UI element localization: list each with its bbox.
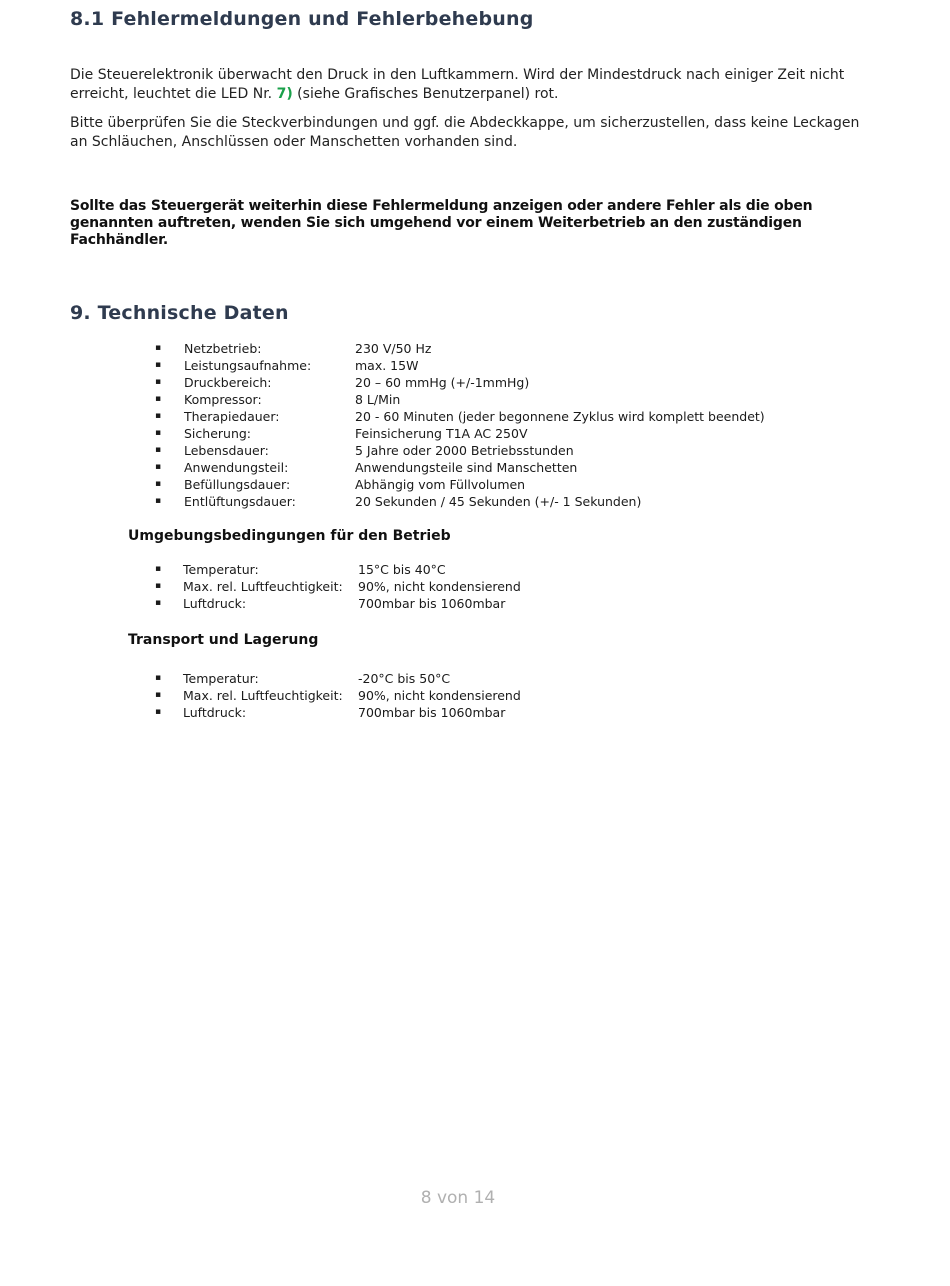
spec-row bbox=[0, 493, 950, 510]
bullet-square-icon: ▪ bbox=[155, 690, 162, 700]
bullet-square-icon: ▪ bbox=[155, 581, 162, 591]
bullet-square-icon: ▪ bbox=[155, 496, 162, 506]
bullet-square-icon: ▪ bbox=[155, 598, 162, 608]
spec-label: Lebensdauer: bbox=[184, 443, 269, 458]
spec-label: Temperatur: bbox=[183, 562, 259, 577]
spec-row bbox=[0, 391, 950, 408]
spec-value: 700mbar bis 1060mbar bbox=[358, 705, 506, 720]
bullet-square-icon: ▪ bbox=[155, 394, 162, 404]
page-number: 8 von 14 bbox=[420, 1188, 496, 1208]
spec-value: max. 15W bbox=[355, 358, 419, 373]
bullet-square-icon: ▪ bbox=[155, 445, 162, 455]
bullet-square-icon: ▪ bbox=[155, 343, 162, 353]
bullet-square-icon: ▪ bbox=[155, 411, 162, 421]
bullet-square-icon: ▪ bbox=[155, 479, 162, 489]
spec-row bbox=[0, 595, 950, 612]
spec-label: Leistungsaufnahme: bbox=[184, 358, 312, 373]
bullet-square-icon: ▪ bbox=[155, 428, 162, 438]
spec-row bbox=[0, 374, 950, 391]
leak-check-paragraph: Bitte überprüfen Sie die Steckverbindungen und ggf. die Abdeckkappe, um sicherzustellen, dass keine Leckagen an Schläuchen, Anschlüssen oder Manschetten vorhanden sind. bbox=[70, 115, 860, 150]
spec-label: Max. rel. Luftfeuchtigkeit: bbox=[183, 688, 343, 703]
spec-row bbox=[0, 357, 950, 374]
section-8-1-heading: 8.1 Fehlermeldungen und Fehlerbehebung bbox=[70, 8, 534, 30]
spec-value: 90%, nicht kondensierend bbox=[358, 688, 521, 703]
bullet-square-icon: ▪ bbox=[155, 462, 162, 472]
bullet-square-icon: ▪ bbox=[155, 564, 162, 574]
bullet-square-icon: ▪ bbox=[155, 673, 162, 683]
spec-label: Luftdruck: bbox=[183, 705, 247, 720]
spec-row bbox=[0, 442, 950, 459]
spec-label: Sicherung: bbox=[184, 426, 252, 441]
spec-value: Feinsicherung T1A AC 250V bbox=[355, 426, 528, 441]
section-9-heading: 9. Technische Daten bbox=[70, 302, 289, 324]
paragraph-text: Die Steuerelektronik überwacht den Druck in den Luftkammern. Wird der Mindestdruck nach einiger Zeit nicht erreicht, leuchtet die LED Nr. bbox=[70, 67, 845, 102]
spec-row bbox=[0, 561, 950, 578]
led-number-reference: 7) bbox=[276, 86, 293, 102]
dealer-contact-warning: Sollte das Steuergerät weiterhin diese Fehlermeldung anzeigen oder andere Fehler als die oben genannten auftreten, wenden Sie sich umgehend vor einem Weiterbetrieb an den zuständigen Fachhändler. bbox=[70, 198, 813, 248]
spec-row bbox=[0, 459, 950, 476]
spec-row bbox=[0, 687, 950, 704]
operating-conditions-heading: Umgebungsbedingungen für den Betrieb bbox=[128, 528, 451, 544]
spec-label: Temperatur: bbox=[183, 671, 259, 686]
spec-value: 700mbar bis 1060mbar bbox=[358, 596, 506, 611]
spec-row bbox=[0, 670, 950, 687]
spec-row bbox=[0, 425, 950, 442]
spec-label: Druckbereich: bbox=[184, 375, 272, 390]
spec-value: 5 Jahre oder 2000 Betriebsstunden bbox=[355, 443, 574, 458]
spec-value: 90%, nicht kondensierend bbox=[358, 579, 521, 594]
spec-value: 20 – 60 mmHg (+/-1mmHg) bbox=[355, 375, 530, 390]
spec-value: Anwendungsteile sind Manschetten bbox=[355, 460, 578, 475]
spec-row bbox=[0, 476, 950, 493]
spec-row bbox=[0, 578, 950, 595]
spec-label: Netzbetrieb: bbox=[184, 341, 262, 356]
spec-row bbox=[0, 704, 950, 721]
spec-label: Befüllungsdauer: bbox=[184, 477, 291, 492]
spec-label: Anwendungsteil: bbox=[184, 460, 289, 475]
paragraph-text: (siehe Grafisches Benutzerpanel) rot. bbox=[292, 86, 559, 102]
spec-value: -20°C bis 50°C bbox=[358, 671, 451, 686]
spec-value: Abhängig vom Füllvolumen bbox=[355, 477, 526, 492]
spec-row bbox=[0, 340, 950, 357]
spec-label: Kompressor: bbox=[184, 392, 262, 407]
bullet-square-icon: ▪ bbox=[155, 360, 162, 370]
spec-label: Entlüftungsdauer: bbox=[184, 494, 296, 509]
transport-storage-heading: Transport und Lagerung bbox=[128, 632, 319, 648]
spec-row bbox=[0, 408, 950, 425]
spec-label: Max. rel. Luftfeuchtigkeit: bbox=[183, 579, 343, 594]
spec-value: 8 L/Min bbox=[355, 392, 401, 407]
error-monitoring-paragraph bbox=[70, 66, 870, 104]
spec-value: 230 V/50 Hz bbox=[355, 341, 432, 356]
spec-label: Luftdruck: bbox=[183, 596, 247, 611]
spec-value: 20 - 60 Minuten (jeder begonnene Zyklus wird komplett beendet) bbox=[355, 409, 765, 424]
spec-value: 20 Sekunden / 45 Sekunden (+/- 1 Sekunden) bbox=[355, 494, 642, 509]
spec-label: Therapiedauer: bbox=[184, 409, 280, 424]
bullet-square-icon: ▪ bbox=[155, 377, 162, 387]
bullet-square-icon: ▪ bbox=[155, 707, 162, 717]
spec-value: 15°C bis 40°C bbox=[358, 562, 446, 577]
